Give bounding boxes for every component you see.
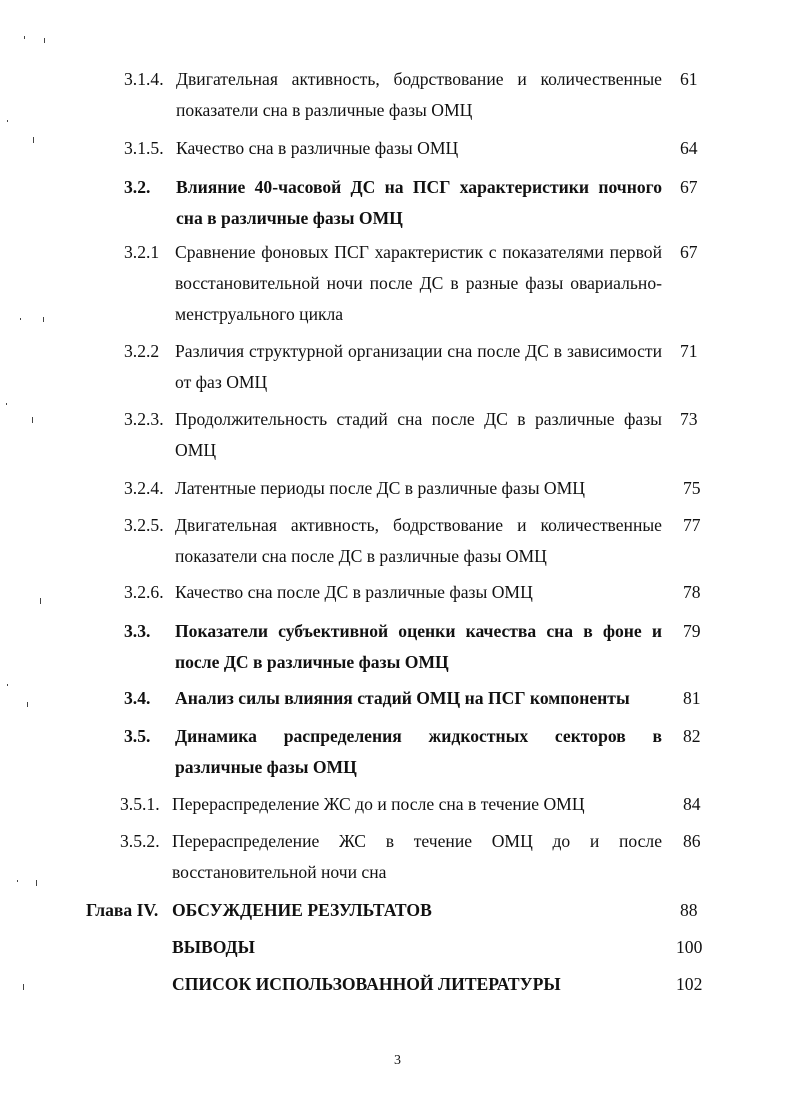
toc-entry-number: 3.1.5. <box>124 138 164 158</box>
toc-entry-title: Анализ силы влияния стадий ОМЦ на ПСГ компоненты <box>175 688 630 708</box>
toc-entry-page: 67 <box>680 242 698 262</box>
toc-entry-title: СПИСОК ИСПОЛЬЗОВАННОЙ ЛИТЕРАТУРЫ <box>172 974 561 994</box>
scan-speck <box>6 403 7 405</box>
toc-entry-title: ОБСУЖДЕНИЕ РЕЗУЛЬТАТОВ <box>172 900 432 920</box>
toc-entry-page: 75 <box>683 478 701 498</box>
toc-entry-number: 3.5.2. <box>120 831 160 851</box>
toc-entry-page: 102 <box>676 974 703 994</box>
toc-entry-title: Сравнение фоновых ПСГ характеристик с показателями первой восстановительной ночи после ДС в разные фазы овариально-менструального цикла <box>175 242 662 324</box>
scan-speck <box>7 684 8 686</box>
toc-entry-title: Качество сна после ДС в различные фазы ОМЦ <box>175 582 533 602</box>
toc-entry-title: Двигательная активность, бодрствование и количественные показатели сна в различные фазы ОМЦ <box>176 69 662 120</box>
scan-speck <box>43 317 44 322</box>
scan-speck <box>20 318 21 320</box>
scan-speck <box>40 598 41 604</box>
toc-entry-number: 3.2. <box>124 177 151 197</box>
toc-entry-page: 100 <box>676 937 703 957</box>
toc-entry-page: 84 <box>683 794 701 814</box>
toc-entry-page: 67 <box>680 177 698 197</box>
page-number: 3 <box>394 1053 401 1068</box>
toc-entry-page: 64 <box>680 138 698 158</box>
toc-entry-title: Качество сна в различные фазы ОМЦ <box>176 138 459 158</box>
toc-entry-page: 78 <box>683 582 701 602</box>
toc-entry-page: 88 <box>680 900 698 920</box>
scan-speck <box>23 984 24 990</box>
toc-entry-page: 82 <box>683 726 701 746</box>
toc-entry-page: 73 <box>680 409 698 429</box>
scan-speck <box>36 880 37 886</box>
scan-speck <box>27 702 28 707</box>
toc-entry-page: 79 <box>683 621 701 641</box>
toc-entry-number: 3.5.1. <box>120 794 160 814</box>
toc-entry-title: ВЫВОДЫ <box>172 937 255 957</box>
toc-entry-number: 3.2.5. <box>124 515 164 535</box>
toc-entry-number: 3.2.4. <box>124 478 164 498</box>
toc-entry-title: Перераспределение ЖС в течение ОМЦ до и после восстановительной ночи сна <box>172 831 662 882</box>
toc-entry-number: 3.2.2 <box>124 341 160 361</box>
toc-entry-page: 77 <box>683 515 701 535</box>
toc-entry-title: Двигательная активность, бодрствование и количественные показатели сна после ДС в различные фазы ОМЦ <box>175 515 662 566</box>
toc-entry-title: Латентные периоды после ДС в различные фазы ОМЦ <box>175 478 585 498</box>
toc-entry-page: 81 <box>683 688 701 708</box>
scan-speck <box>32 417 33 423</box>
scan-speck <box>7 120 8 122</box>
toc-entry-number: 3.2.1 <box>124 242 160 262</box>
scan-speck <box>24 36 25 39</box>
toc-entry-page: 61 <box>680 69 698 89</box>
toc-entry-number: 3.5. <box>124 726 151 746</box>
toc-entry-number: 3.2.3. <box>124 409 164 429</box>
toc-entry-page: 86 <box>683 831 701 851</box>
toc-entry-number: Глава IV. <box>86 900 159 920</box>
toc-entry-title: Динамика распределения жидкостных секторов в различные фазы ОМЦ <box>175 726 662 777</box>
toc-entry-title: Различия структурной организации сна после ДС в зависимости от фаз ОМЦ <box>175 341 662 392</box>
toc-entry-title: Влияние 40-часовой ДС на ПСГ характеристики почного сна в различные фазы ОМЦ <box>176 177 662 228</box>
toc-entry-number: 3.1.4. <box>124 69 164 89</box>
toc-entry-page: 71 <box>680 341 698 361</box>
toc-entry-number: 3.2.6. <box>124 582 164 602</box>
toc-entry-title: Показатели субъективной оценки качества сна в фоне и после ДС в различные фазы ОМЦ <box>175 621 662 672</box>
scan-speck <box>33 137 34 143</box>
toc-entry-number: 3.4. <box>124 688 151 708</box>
scan-speck <box>44 38 45 43</box>
toc-entry-title: Продолжительность стадий сна после ДС в различные фазы ОМЦ <box>175 409 662 460</box>
scan-speck <box>17 880 18 882</box>
toc-entry-number: 3.3. <box>124 621 151 641</box>
toc-entry-title: Перераспределение ЖС до и после сна в течение ОМЦ <box>172 794 585 814</box>
